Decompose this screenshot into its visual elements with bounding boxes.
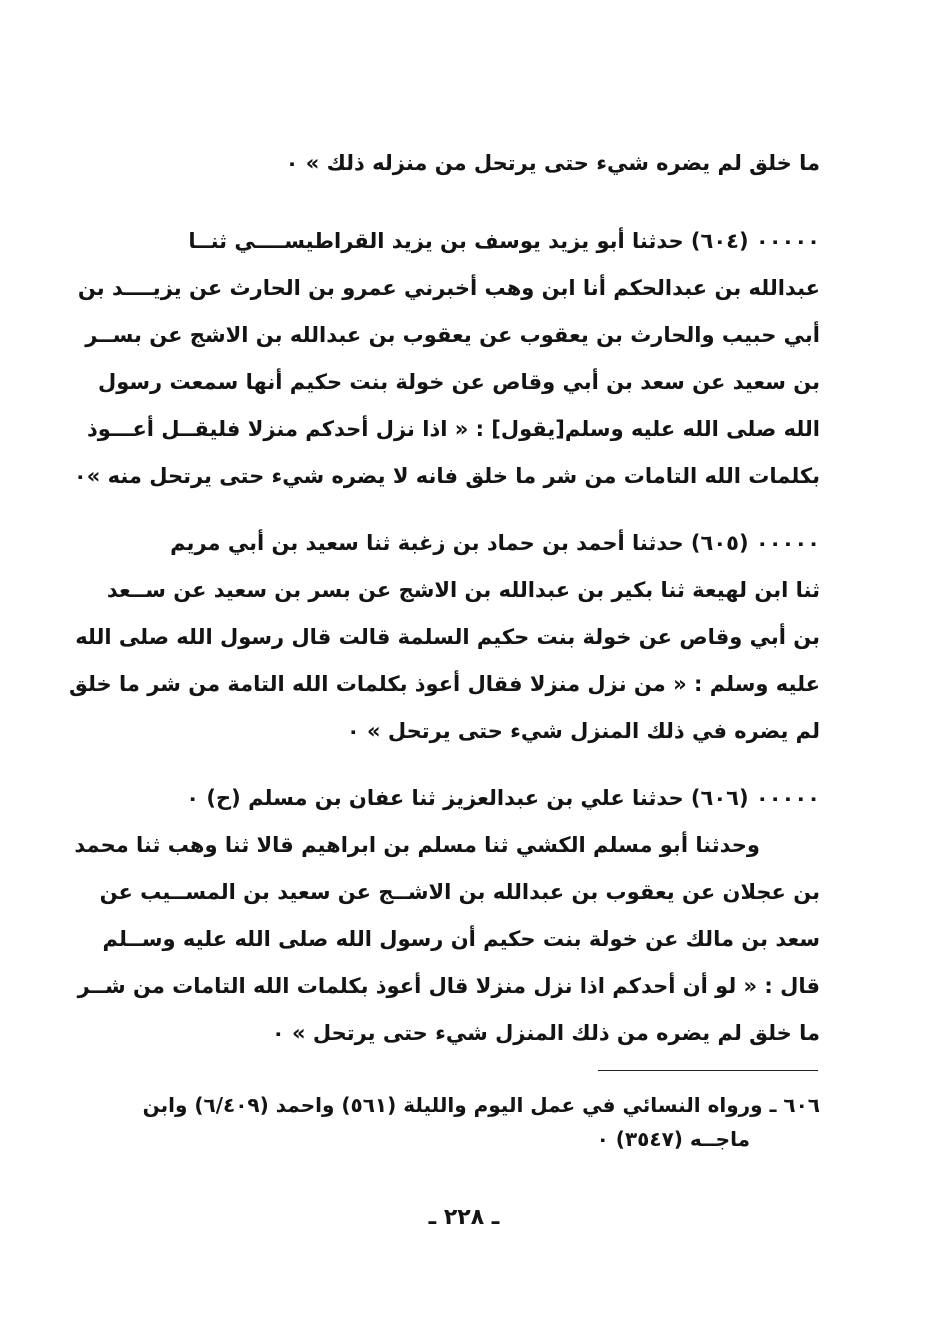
hadith-606-line: قال : « لو أن أحدكم اذا نزل منزلا قال أعوذ بكلمات الله التامات من شــر xyxy=(77,974,820,998)
hadith-604-paragraph xyxy=(73,218,820,500)
hadith-604-line: بكلمات الله التامات من شر ما خلق فانه لا يضره شيء حتى يرتحل منه »٠ xyxy=(73,464,820,488)
hadith-606-paragraph xyxy=(74,775,820,1057)
hadith-604-line: بن سعيد عن سعد بن أبي وقاص عن خولة بنت حكيم أنها سمعت رسول xyxy=(98,370,820,394)
footnote-line: ماجــه (٣٥٤٧) ٠ xyxy=(596,1127,750,1151)
hadith-606-line: ٠٠٠٠٠ (٦٠٦) حدثنا علي بن عبدالعزيز ثنا عفان بن مسلم (ح) ٠ xyxy=(186,786,820,810)
hadith-606-line: بن عجلان عن يعقوب بن عبدالله بن الاشــج عن سعيد بن المســيب عن xyxy=(99,880,820,904)
hadith-604-line: الله صلى الله عليه وسلم[يقول] : « اذا نزل أحدكم منزلا فليقــل أعـــوذ xyxy=(86,417,820,441)
hadith-606-line: سعد بن مالك عن خولة بنت حكيم أن رسول الله صلى الله عليه وســلم xyxy=(102,927,820,951)
footnote-line: ٦٠٦ ـ ورواه النسائي في عمل اليوم والليلة (٥٦١) واحمد (٦/٤٠٩) وابن xyxy=(142,1093,820,1117)
footnote xyxy=(108,1088,820,1156)
footnote-divider xyxy=(598,1070,818,1071)
hadith-605-line: عليه وسلم : « من نزل منزلا فقال أعوذ بكلمات الله التامة من شر ما خلق xyxy=(69,672,820,696)
hadith-605-line: لم يضره في ذلك المنزل شيء حتى يرتحل » ٠ xyxy=(346,719,820,743)
intro-line: ما خلق لم يضره شيء حتى يرتحل من منزله ذلك » ٠ xyxy=(285,151,820,175)
hadith-606-line: ما خلق لم يضره من ذلك المنزل شيء حتى يرتحل » ٠ xyxy=(271,1021,820,1045)
hadith-605-line: بن أبي وقاص عن خولة بنت حكيم السلمة قالت قال رسول الله صلى الله xyxy=(75,625,820,649)
intro-paragraph xyxy=(108,140,820,187)
page-number: ـ ٢٢٨ ـ xyxy=(428,1205,500,1230)
hadith-604-line: عبدالله بن عبدالحكم أنا ابن وهب أخبرني عمرو بن الحارث عن يزيــــد بن xyxy=(77,276,820,300)
hadith-605-line: ثنا ابن لهيعة ثنا بكير بن عبدالله بن الاشج عن بسر بن سعيد عن ســعد xyxy=(106,578,820,602)
hadith-604-line: أبي حبيب والحارث بن يعقوب عن يعقوب بن عبدالله بن الاشج عن بســر xyxy=(85,323,820,347)
hadith-604-line: ٠٠٠٠٠ (٦٠٤) حدثنا أبو يزيد يوسف بن يزيد القراطيســــي ثنــا xyxy=(188,229,820,253)
hadith-606-line: وحدثنا أبو مسلم الكشي ثنا مسلم بن ابراهيم قالا ثنا وهب ثنا محمد xyxy=(74,833,760,857)
hadith-605-paragraph xyxy=(69,520,820,755)
hadith-605-line: ٠٠٠٠٠ (٦٠٥) حدثنا أحمد بن حماد بن زغبة ثنا سعيد بن أبي مريم xyxy=(170,531,820,555)
